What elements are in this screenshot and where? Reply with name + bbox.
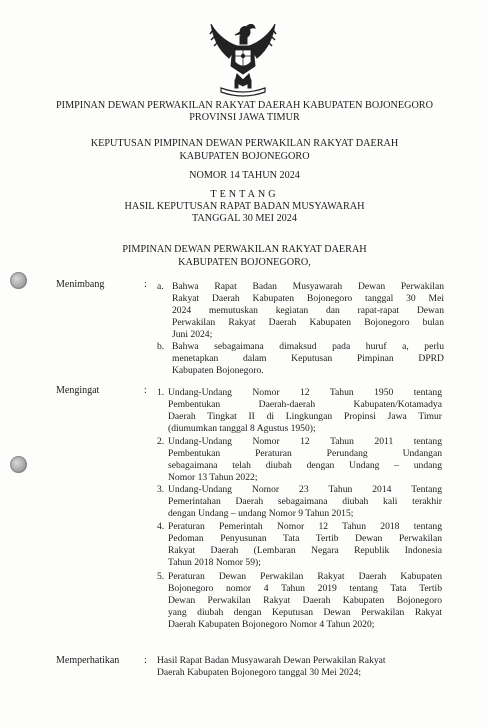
- mengingat-item-line: Undang-Undang Nomor 23 Tahun 2014 Tentang: [168, 484, 442, 495]
- punch-hole-bottom: [10, 456, 27, 473]
- institution-header: PIMPINAN DEWAN PERWAKILAN RAKYAT DAERAH KABUPATEN BOJONEGORO: [56, 100, 433, 111]
- memperhatikan-colon: :: [144, 655, 147, 666]
- menimbang-item-line: Bahwa sebagaimana dimaksud pada huruf a, perlu: [172, 341, 444, 352]
- mengingat-item-text: [168, 571, 442, 631]
- mengingat-item-line: Peraturan Dewan Perwakilan Rakyat Daerah Kabupaten: [168, 571, 442, 582]
- decree-title-line2: KABUPATEN BOJONEGORO: [179, 151, 310, 162]
- mengingat-item-line: Daerah Kabupaten Bojonegoro Nomor 4 Tahun 2020;: [168, 619, 375, 630]
- mengingat-item-line: yang diubah dengan Keputusan Dewan Perwakilan Rakyat: [168, 607, 442, 618]
- mengingat-item-line: Pembentukan Daerah-daerah Kabupaten/Kotamadya: [168, 399, 442, 410]
- mengingat-item-line: sebagaimana telah diubah dengan Undang – undang: [168, 460, 442, 471]
- memperhatikan-line: Daerah Kabupaten Bojonegoro tanggal 30 Mei 2024;: [157, 667, 362, 678]
- menimbang-item-line: Perwakilan Rakyat Daerah Kabupaten Bojonegoro bulan: [172, 317, 444, 328]
- garuda-emblem-icon: [207, 22, 279, 98]
- mengingat-item-marker: 3.: [157, 484, 165, 495]
- decree-number: NOMOR 14 TAHUN 2024: [189, 170, 300, 181]
- menimbang-item-line: Kabupaten Bojonegoro.: [172, 365, 264, 376]
- menimbang-label: Menimbang: [56, 279, 105, 290]
- mengingat-item-line: Pedoman Penyusunan Tata Tertib Dewan Perwakilan: [168, 533, 442, 544]
- memperhatikan-label: Memperhatikan: [56, 655, 120, 666]
- mengingat-item-line: Dewan Perwakilan Rakyat Daerah Kabupaten Bojonegoro: [168, 595, 442, 606]
- mengingat-item-line: Pemerintahan Daerah sebagaimana diubah kali terakhir: [168, 496, 442, 507]
- mengingat-item-line: dengan Undang – undang Nomor 9 Tahun 2015;: [168, 508, 354, 519]
- mengingat-item-line: (diumumkan tanggal 8 Agustus 1950);: [168, 423, 316, 434]
- mengingat-item-line: Undang-Undang Nomor 12 Tahun 1950 tentang: [168, 387, 442, 398]
- mengingat-item-text: [168, 484, 442, 520]
- menimbang-item-line: menetapkan dalam Keputusan Pimpinan DPRD: [172, 353, 444, 364]
- mengingat-item-line: Tahun 2018 Nomor 59);: [168, 557, 261, 568]
- mengingat-item-text: [168, 387, 442, 435]
- menimbang-colon: :: [144, 279, 147, 290]
- mengingat-item-line: Peraturan Pemerintah Nomor 12 Tahun 2018 tentang: [168, 521, 442, 532]
- mengingat-item-line: Undang-Undang Nomor 12 Tahun 2011 tentang: [168, 436, 442, 447]
- province-header: PROVINSI JAWA TIMUR: [189, 112, 300, 123]
- menimbang-item-line: Bahwa Rapat Badan Musyawarah Dewan Perwakilan: [172, 281, 444, 292]
- authority-line1: PIMPINAN DEWAN PERWAKILAN RAKYAT DAERAH: [122, 244, 367, 255]
- punch-hole-top: [10, 272, 27, 289]
- mengingat-item-marker: 1.: [157, 387, 165, 398]
- mengingat-item-text: [168, 436, 442, 484]
- menimbang-item-text: [172, 341, 444, 377]
- mengingat-item-marker: 2.: [157, 436, 165, 447]
- menimbang-item-marker: a.: [157, 281, 164, 292]
- decree-subject-line1: HASIL KEPUTUSAN RAPAT BADAN MUSYAWARAH: [124, 201, 365, 212]
- mengingat-item-line: Daerah Tingkat II di Lingkungan Propinsi Jawa Timur: [168, 411, 442, 422]
- menimbang-item-line: 2024 memutuskan kegiatan dan rapat-rapat Dewan: [172, 305, 444, 316]
- menimbang-item-line: Juni 2024;: [172, 329, 213, 340]
- decree-title-line1: KEPUTUSAN PIMPINAN DEWAN PERWAKILAN RAKYAT DAERAH: [90, 138, 399, 149]
- decree-tentang: TENTANG: [210, 189, 279, 200]
- mengingat-item-line: Pembentukan Peraturan Perundang Undangan: [168, 448, 442, 459]
- mengingat-label: Mengingat: [56, 385, 100, 396]
- authority-line2: KABUPATEN BOJONEGORO,: [178, 257, 311, 268]
- mengingat-colon: :: [144, 385, 147, 396]
- menimbang-item-marker: b.: [157, 341, 165, 352]
- mengingat-item-text: [168, 521, 442, 569]
- mengingat-item-line: Nomor 13 Tahun 2022;: [168, 472, 258, 483]
- menimbang-item-line: Rakyat Daerah Kabupaten Bojonegoro tanggal 30 Mei: [172, 293, 444, 304]
- mengingat-item-line: Bojonegoro nomor 4 Tahun 2019 tentang Tata Tertib: [168, 583, 442, 594]
- mengingat-item-line: Rakyat Daerah (Lembaran Negara Republik Indonesia: [168, 545, 442, 556]
- decree-subject-line2: TANGGAL 30 MEI 2024: [192, 213, 297, 224]
- mengingat-item-marker: 4.: [157, 521, 165, 532]
- mengingat-item-marker: 5.: [157, 571, 165, 582]
- menimbang-item-text: [172, 281, 444, 341]
- memperhatikan-line: Hasil Rapat Badan Musyawarah Dewan Perwakilan Rakyat: [157, 655, 386, 666]
- memperhatikan-text: [157, 655, 447, 679]
